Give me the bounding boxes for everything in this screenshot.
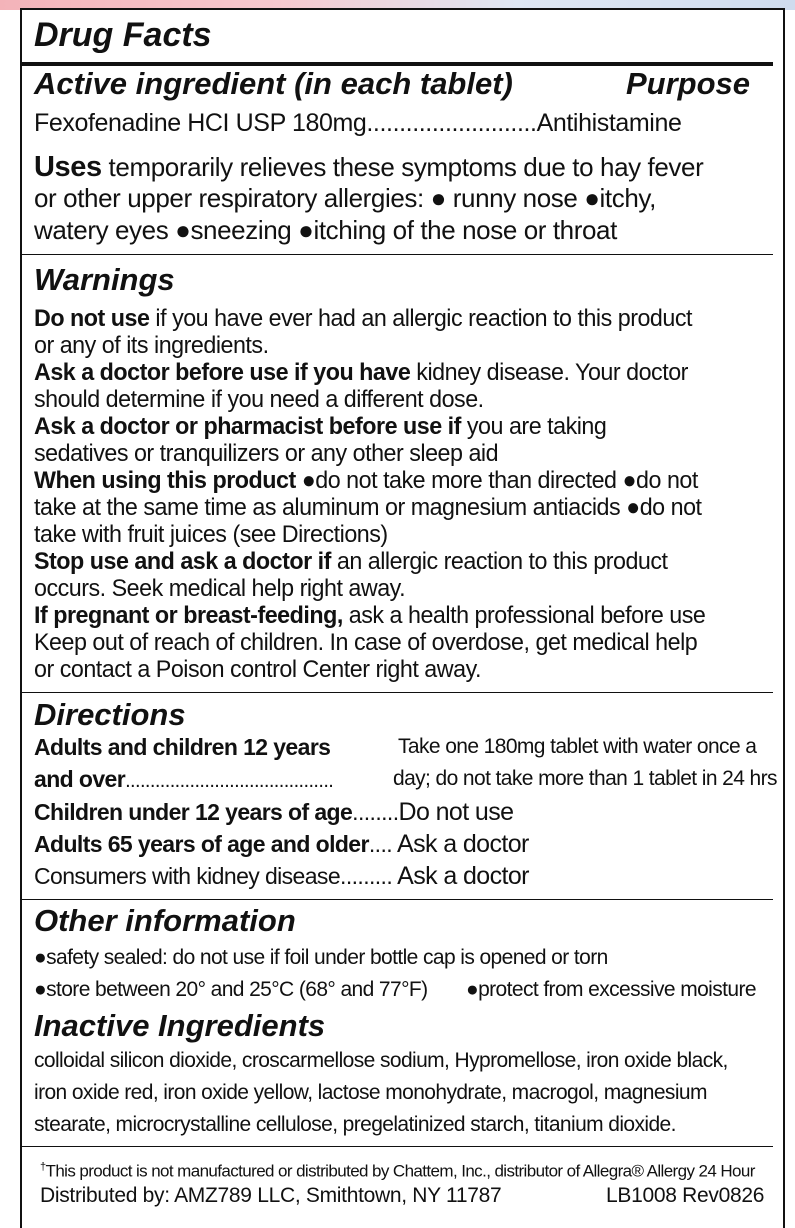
footer-lot-code: LB1008 Rev0826 <box>606 1184 765 1207</box>
ask-doctor-label: Ask a doctor before use if you have <box>34 359 411 386</box>
other-info-line-2b: ●protect from excessive moisture <box>466 978 756 1001</box>
inactive-rule <box>22 1146 773 1147</box>
ask-doctor-text: kidney disease. Your doctor <box>410 359 688 386</box>
directions-adults-value-1: Take one 180mg tablet with water once a <box>398 735 757 758</box>
do-not-use-label: Do not use <box>34 305 150 332</box>
uses-line-2: or other upper respiratory allergies: ● runny nose ●itchy, <box>34 183 656 213</box>
do-not-use-text: if you have ever had an allergic reaction to this product <box>149 305 692 332</box>
warning-when-using-3: take with fruit juices (see Directions) <box>34 521 388 548</box>
kidney-value: Ask a doctor <box>392 862 529 890</box>
warning-ask-pharmacist-2: sedatives or tranquilizers or any other sleep aid <box>34 440 499 467</box>
other-info-line-2a: ●store between 20° and 25°C (68° and 77°F) <box>34 978 428 1001</box>
directions-adults-label-1: Adults and children 12 years <box>34 734 331 760</box>
uses-label: Uses <box>34 151 102 183</box>
directions-heading: Directions <box>34 697 186 732</box>
inactive-ingredients-heading: Inactive Ingredients <box>34 1008 326 1043</box>
warning-pregnant <box>34 602 752 629</box>
inactive-line-1: colloidal silicon dioxide, croscarmellose sodium, Hypromellose, iron oxide black, <box>34 1049 728 1072</box>
children-leader: ........ <box>352 799 399 825</box>
warning-keep-out-2: or contact a Poison control Center right away. <box>34 656 481 683</box>
warning-ask-doctor-1 <box>34 359 752 386</box>
warning-ask-pharmacist-1 <box>34 413 752 440</box>
stop-use-text: an allergic reaction to this product <box>330 548 668 575</box>
purpose-heading: Purpose <box>626 66 751 101</box>
drug-facts-title: Drug Facts <box>34 16 212 54</box>
warning-when-using-2: take at the same time as aluminum or magnesium antiacids ●do not <box>34 494 702 521</box>
warning-when-using-1 <box>34 467 752 494</box>
ask-pharmacist-label: Ask a doctor or pharmacist before use if <box>34 413 461 440</box>
adults-label-2: and over <box>34 766 126 792</box>
warning-do-not-use-2: or any of its ingredients. <box>34 332 269 359</box>
directions-children-row <box>34 799 513 826</box>
active-ingredient-row <box>34 110 681 137</box>
ingredient-name: Fexofenadine HCI USP 180mg <box>34 109 367 137</box>
adults-leader: .......................................... <box>125 770 334 792</box>
uses-rule <box>22 254 773 255</box>
footer-disclaimer <box>40 1157 755 1182</box>
dagger-mark: † <box>40 1161 46 1173</box>
warning-do-not-use-1 <box>34 305 752 332</box>
pregnant-text: ask a health professional before use <box>342 602 706 629</box>
ingredient-leader: .......................... <box>366 109 537 137</box>
when-using-label: When using this product <box>34 467 296 494</box>
ask-pharmacist-text: you are taking <box>460 413 607 440</box>
footer-distributor: Distributed by: AMZ789 LLC, Smithtown, NY 11787 <box>40 1184 502 1207</box>
warning-stop-use-2: occurs. Seek medical help right away. <box>34 575 406 602</box>
seniors-leader: .... <box>368 831 393 857</box>
warning-ask-doctor-2: should determine if you need a different dose. <box>34 386 484 413</box>
inactive-line-2: iron oxide red, iron oxide yellow, lactose monohydrate, macrogol, magnesium <box>34 1081 707 1104</box>
seniors-value: Ask a doctor <box>392 830 529 858</box>
disclaimer-text: This product is not manufactured or distributed by Chattem, Inc., distributor of Allegra® Allergy 24 Hour <box>45 1161 755 1181</box>
active-ingredient-heading: Active ingredient (in each tablet) <box>34 66 513 101</box>
warning-stop-use-1 <box>34 548 752 575</box>
children-label: Children under 12 years of age <box>34 799 353 825</box>
warnings-rule <box>22 692 773 693</box>
uses-line-3: watery eyes ●sneezing ●itching of the nose or throat <box>34 215 617 245</box>
kidney-leader: ......... <box>340 863 393 889</box>
kidney-label: Consumers with kidney disease <box>34 863 341 889</box>
inactive-line-3: stearate, microcrystalline cellulose, pregelatinized starch, titanium dioxide. <box>34 1113 676 1136</box>
other-info-heading: Other information <box>34 903 296 938</box>
ingredient-purpose: Antihistamine <box>536 109 682 137</box>
directions-adults-row-2 <box>34 766 333 795</box>
warning-keep-out-1: Keep out of reach of children. In case of overdose, get medical help <box>34 629 698 656</box>
seniors-label: Adults 65 years of age and older <box>34 831 369 857</box>
directions-rule <box>22 899 773 900</box>
uses-line-1 <box>34 152 703 183</box>
other-info-line-1: ●safety sealed: do not use if foil under bottle cap is opened or torn <box>34 946 608 969</box>
directions-adults-value-2: day; do not take more than 1 tablet in 24 hrs <box>393 767 777 790</box>
directions-kidney-row <box>34 863 529 890</box>
children-value: Do not use <box>398 798 514 826</box>
directions-seniors-row <box>34 831 529 858</box>
warnings-heading: Warnings <box>34 262 175 297</box>
when-using-text: ●do not take more than directed ●do not <box>295 467 698 494</box>
stop-use-label: Stop use and ask a doctor if <box>34 548 331 575</box>
pregnant-label: If pregnant or breast-feeding, <box>34 602 343 629</box>
uses-text-1: temporarily relieves these symptoms due to hay fever <box>101 152 704 182</box>
